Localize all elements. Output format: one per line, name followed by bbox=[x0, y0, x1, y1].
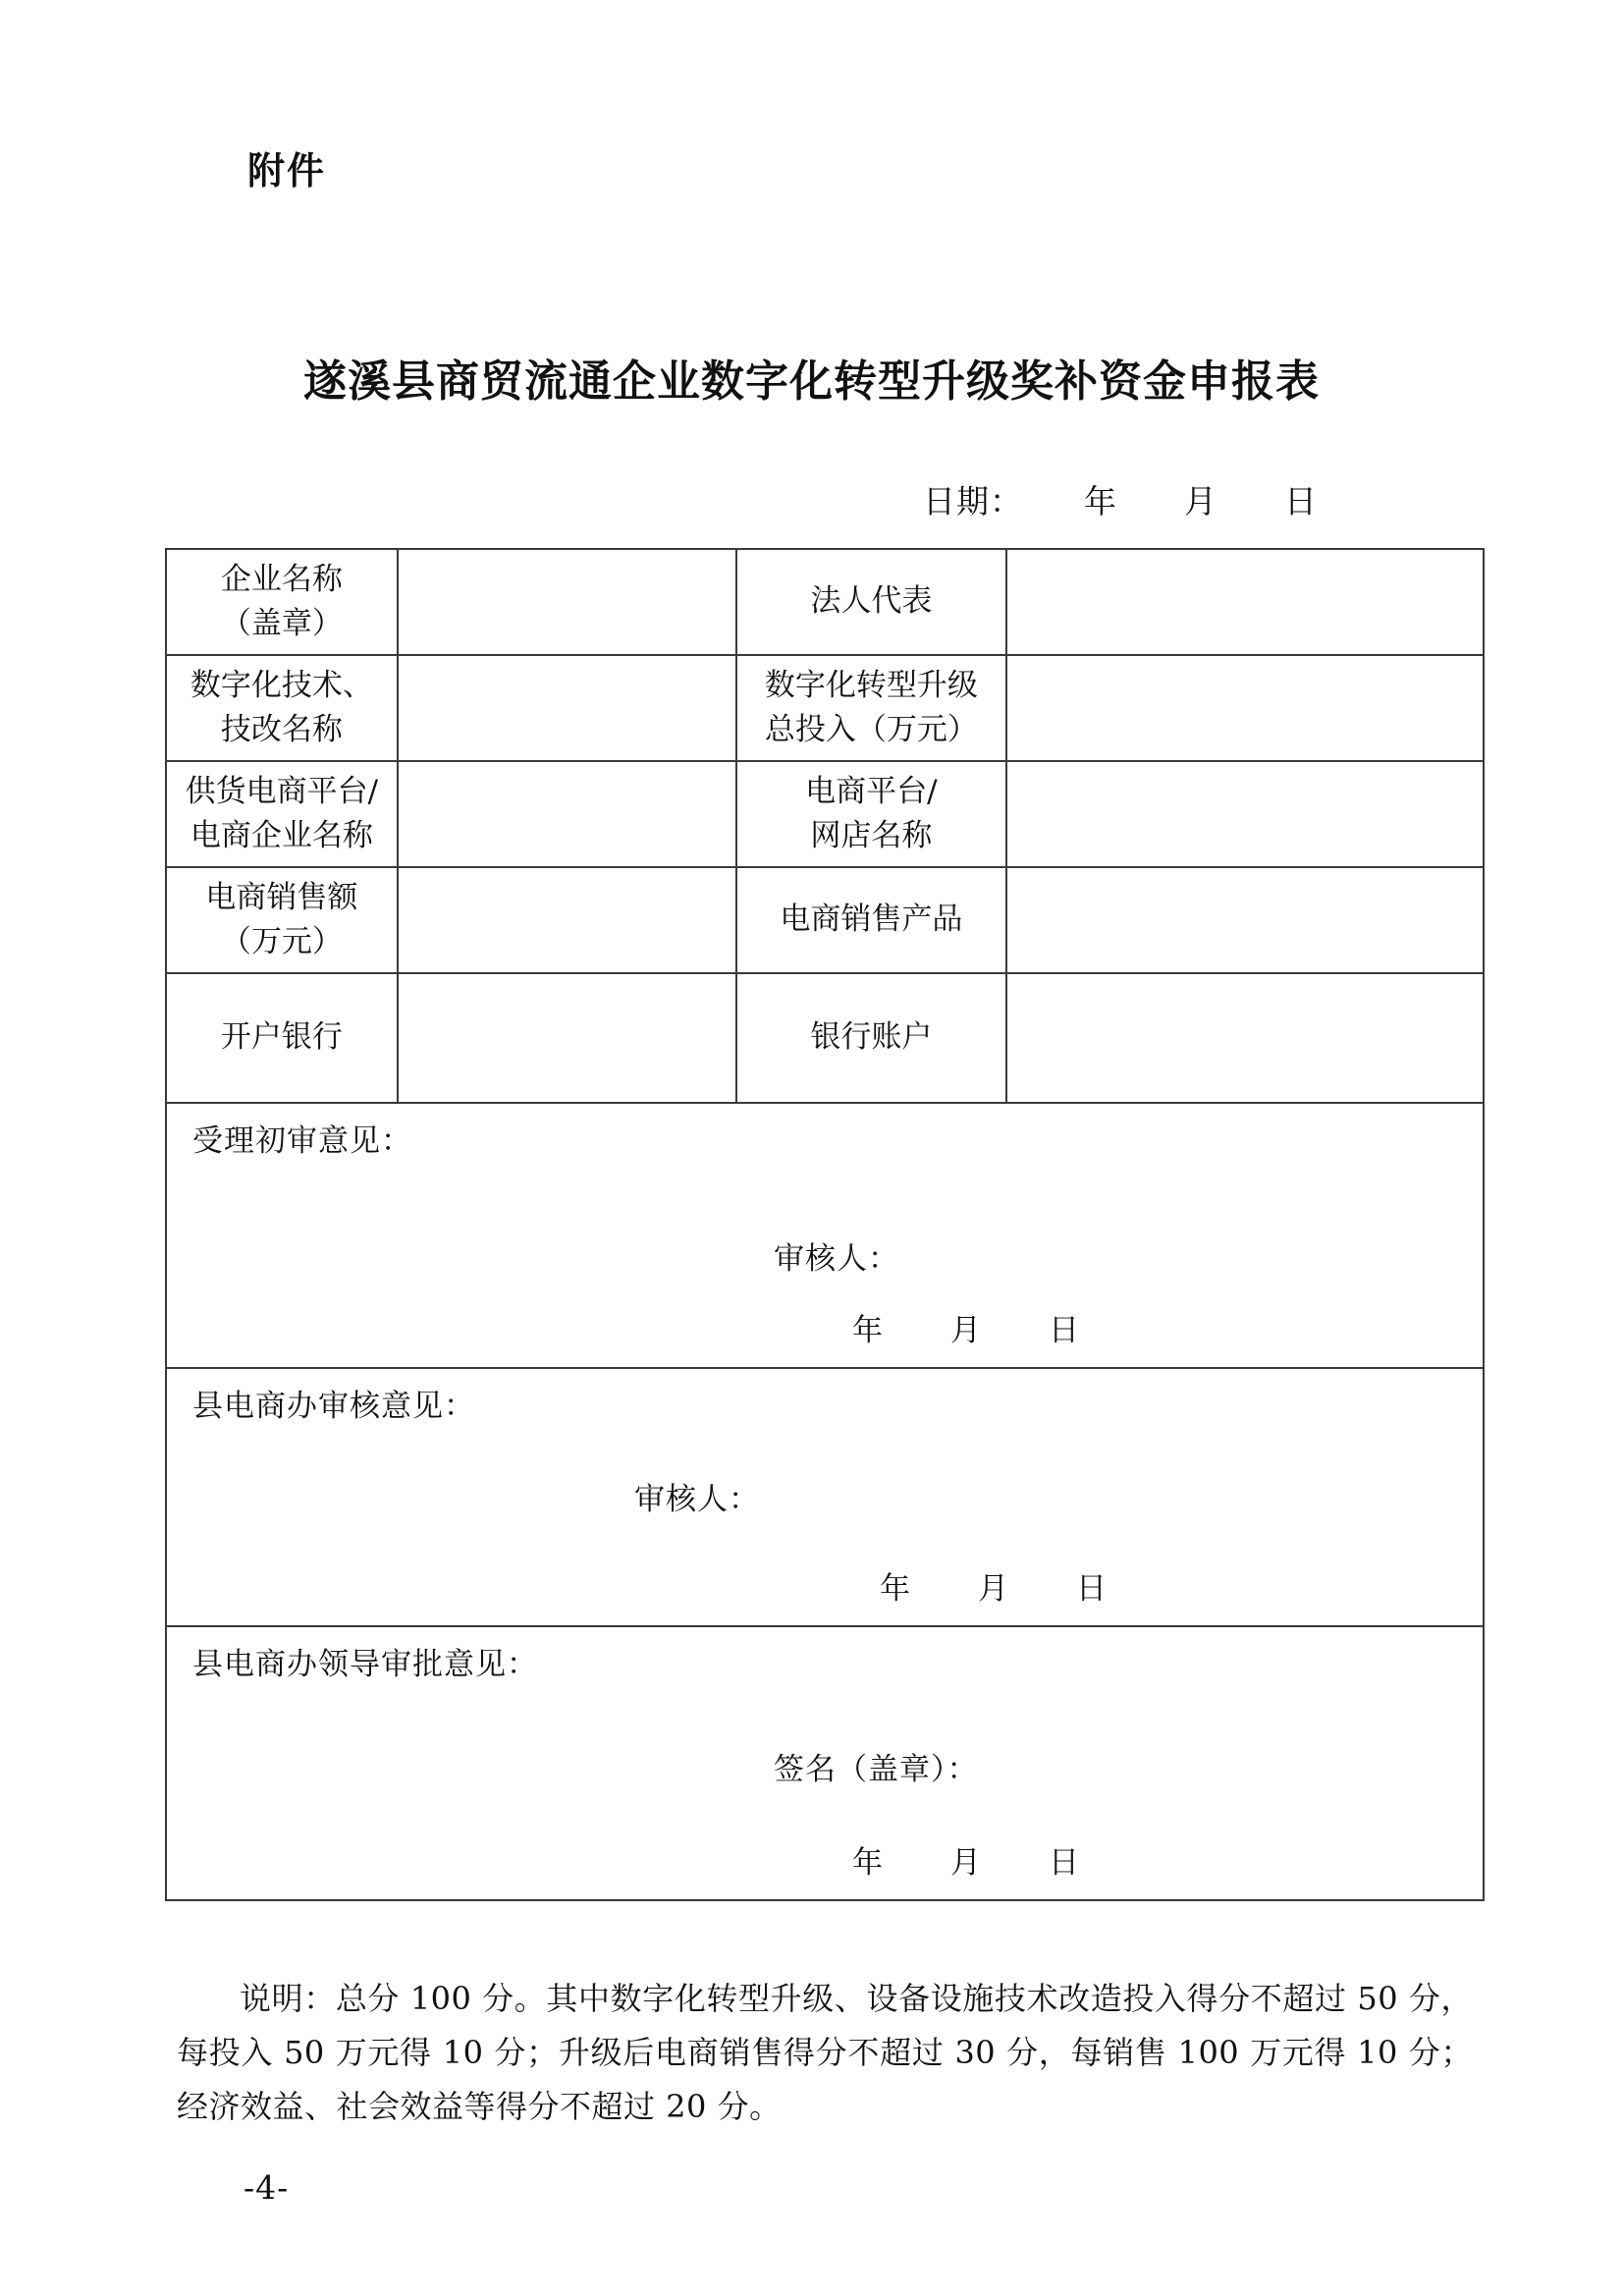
field-label-shop-name bbox=[736, 761, 1006, 867]
table-row bbox=[166, 867, 1484, 973]
table-row bbox=[166, 655, 1484, 761]
label-line-1: 数字化转型升级 bbox=[764, 667, 978, 703]
opinion-date-leader-approval bbox=[192, 1841, 1457, 1886]
label-line-2: （盖章） bbox=[220, 605, 343, 641]
opinion-title-leader-approval: 县电商办领导审批意见： bbox=[192, 1647, 538, 1683]
opinion-date-office-review bbox=[192, 1567, 1457, 1612]
footer-note: 说明：总分 100 分。其中数字化转型升级、设备设施技术改造投入得分不超过 50 分，每投入 50 万元得 10 分；升级后电商销售得分不超过 30 分，每销售 100 万元得 10 分；经济效益、社会效益等得分不超过 20 分。 bbox=[177, 1980, 1473, 2126]
field-label-bank-name: 开户银行 bbox=[166, 973, 398, 1103]
label-line-1: 企业名称 bbox=[220, 562, 343, 597]
opinion-date-initial-review bbox=[192, 1309, 1457, 1353]
field-label-ecommerce-products: 电商销售产品 bbox=[736, 867, 1006, 973]
page-title: 遂溪县商贸流通企业数字化转型升级奖补资金申报表 bbox=[303, 356, 1320, 407]
opinion-signer-label-leader-approval: 签名（盖章）： bbox=[774, 1752, 979, 1788]
opinion-date-year: 年 bbox=[852, 1845, 884, 1881]
table-row-opinion-office-review bbox=[166, 1368, 1484, 1626]
application-form-table bbox=[165, 548, 1485, 1901]
table-row bbox=[166, 761, 1484, 867]
label-line-2: 技改名称 bbox=[220, 711, 343, 747]
opinion-title-initial-review: 受理初审意见： bbox=[192, 1122, 412, 1159]
opinion-date-year: 年 bbox=[852, 1313, 884, 1349]
field-label-legal-representative: 法人代表 bbox=[736, 549, 1006, 655]
field-label-bank-account: 银行账户 bbox=[736, 973, 1006, 1103]
table-row bbox=[166, 549, 1484, 655]
field-value-bank-name[interactable] bbox=[398, 973, 736, 1103]
field-value-ecommerce-sales-amount[interactable] bbox=[398, 867, 736, 973]
date-line bbox=[923, 476, 1318, 522]
label-line-2: （万元） bbox=[220, 923, 343, 959]
field-label-total-investment bbox=[736, 655, 1006, 761]
date-day-unit: 日 bbox=[1284, 482, 1318, 520]
field-label-company-name bbox=[166, 549, 398, 655]
field-value-total-investment[interactable] bbox=[1006, 655, 1484, 761]
field-value-bank-account[interactable] bbox=[1006, 973, 1484, 1103]
label-line-2: 总投入（万元） bbox=[764, 711, 978, 747]
opinion-signer-label-initial-review: 审核人： bbox=[774, 1241, 899, 1278]
date-month-unit: 月 bbox=[1184, 482, 1217, 520]
field-label-supply-platform bbox=[166, 761, 398, 867]
label-line-1: 供货电商平台/ bbox=[185, 773, 379, 809]
label-line-2: 网店名称 bbox=[810, 817, 933, 853]
opinion-signer-label-office-review: 审核人： bbox=[634, 1482, 760, 1518]
opinion-block-leader-approval[interactable] bbox=[166, 1626, 1484, 1900]
field-label-digital-tech-name bbox=[166, 655, 398, 761]
page-number: -4- bbox=[243, 2168, 290, 2207]
label-line-2: 电商企业名称 bbox=[189, 817, 373, 853]
opinion-date-month: 月 bbox=[950, 1313, 982, 1349]
opinion-title-office-review: 县电商办审核意见： bbox=[192, 1389, 475, 1425]
opinion-date-day: 日 bbox=[1076, 1571, 1108, 1608]
field-value-shop-name[interactable] bbox=[1006, 761, 1484, 867]
field-value-supply-platform[interactable] bbox=[398, 761, 736, 867]
field-value-ecommerce-products[interactable] bbox=[1006, 867, 1484, 973]
field-value-legal-representative[interactable] bbox=[1006, 549, 1484, 655]
label-line-1: 电商平台/ bbox=[805, 773, 938, 809]
opinion-date-month: 月 bbox=[978, 1571, 1009, 1608]
label-line-1: 电商销售额 bbox=[205, 879, 358, 915]
table-row-opinion-initial-review bbox=[166, 1103, 1484, 1369]
opinion-block-office-review[interactable] bbox=[166, 1368, 1484, 1626]
opinion-block-initial-review[interactable] bbox=[166, 1103, 1484, 1369]
opinion-date-day: 日 bbox=[1049, 1845, 1080, 1881]
table-row bbox=[166, 973, 1484, 1103]
field-value-digital-tech-name[interactable] bbox=[398, 655, 736, 761]
date-label: 日期： bbox=[923, 482, 1023, 520]
opinion-date-month: 月 bbox=[950, 1845, 982, 1881]
attachment-label: 附件 bbox=[247, 149, 327, 192]
date-year-unit: 年 bbox=[1084, 482, 1117, 520]
label-line-1: 数字化技术、 bbox=[189, 667, 373, 703]
table-row-opinion-leader-approval bbox=[166, 1626, 1484, 1900]
field-label-ecommerce-sales-amount bbox=[166, 867, 398, 973]
opinion-date-day: 日 bbox=[1049, 1313, 1080, 1349]
field-value-company-name[interactable] bbox=[398, 549, 736, 655]
opinion-date-year: 年 bbox=[880, 1571, 911, 1608]
